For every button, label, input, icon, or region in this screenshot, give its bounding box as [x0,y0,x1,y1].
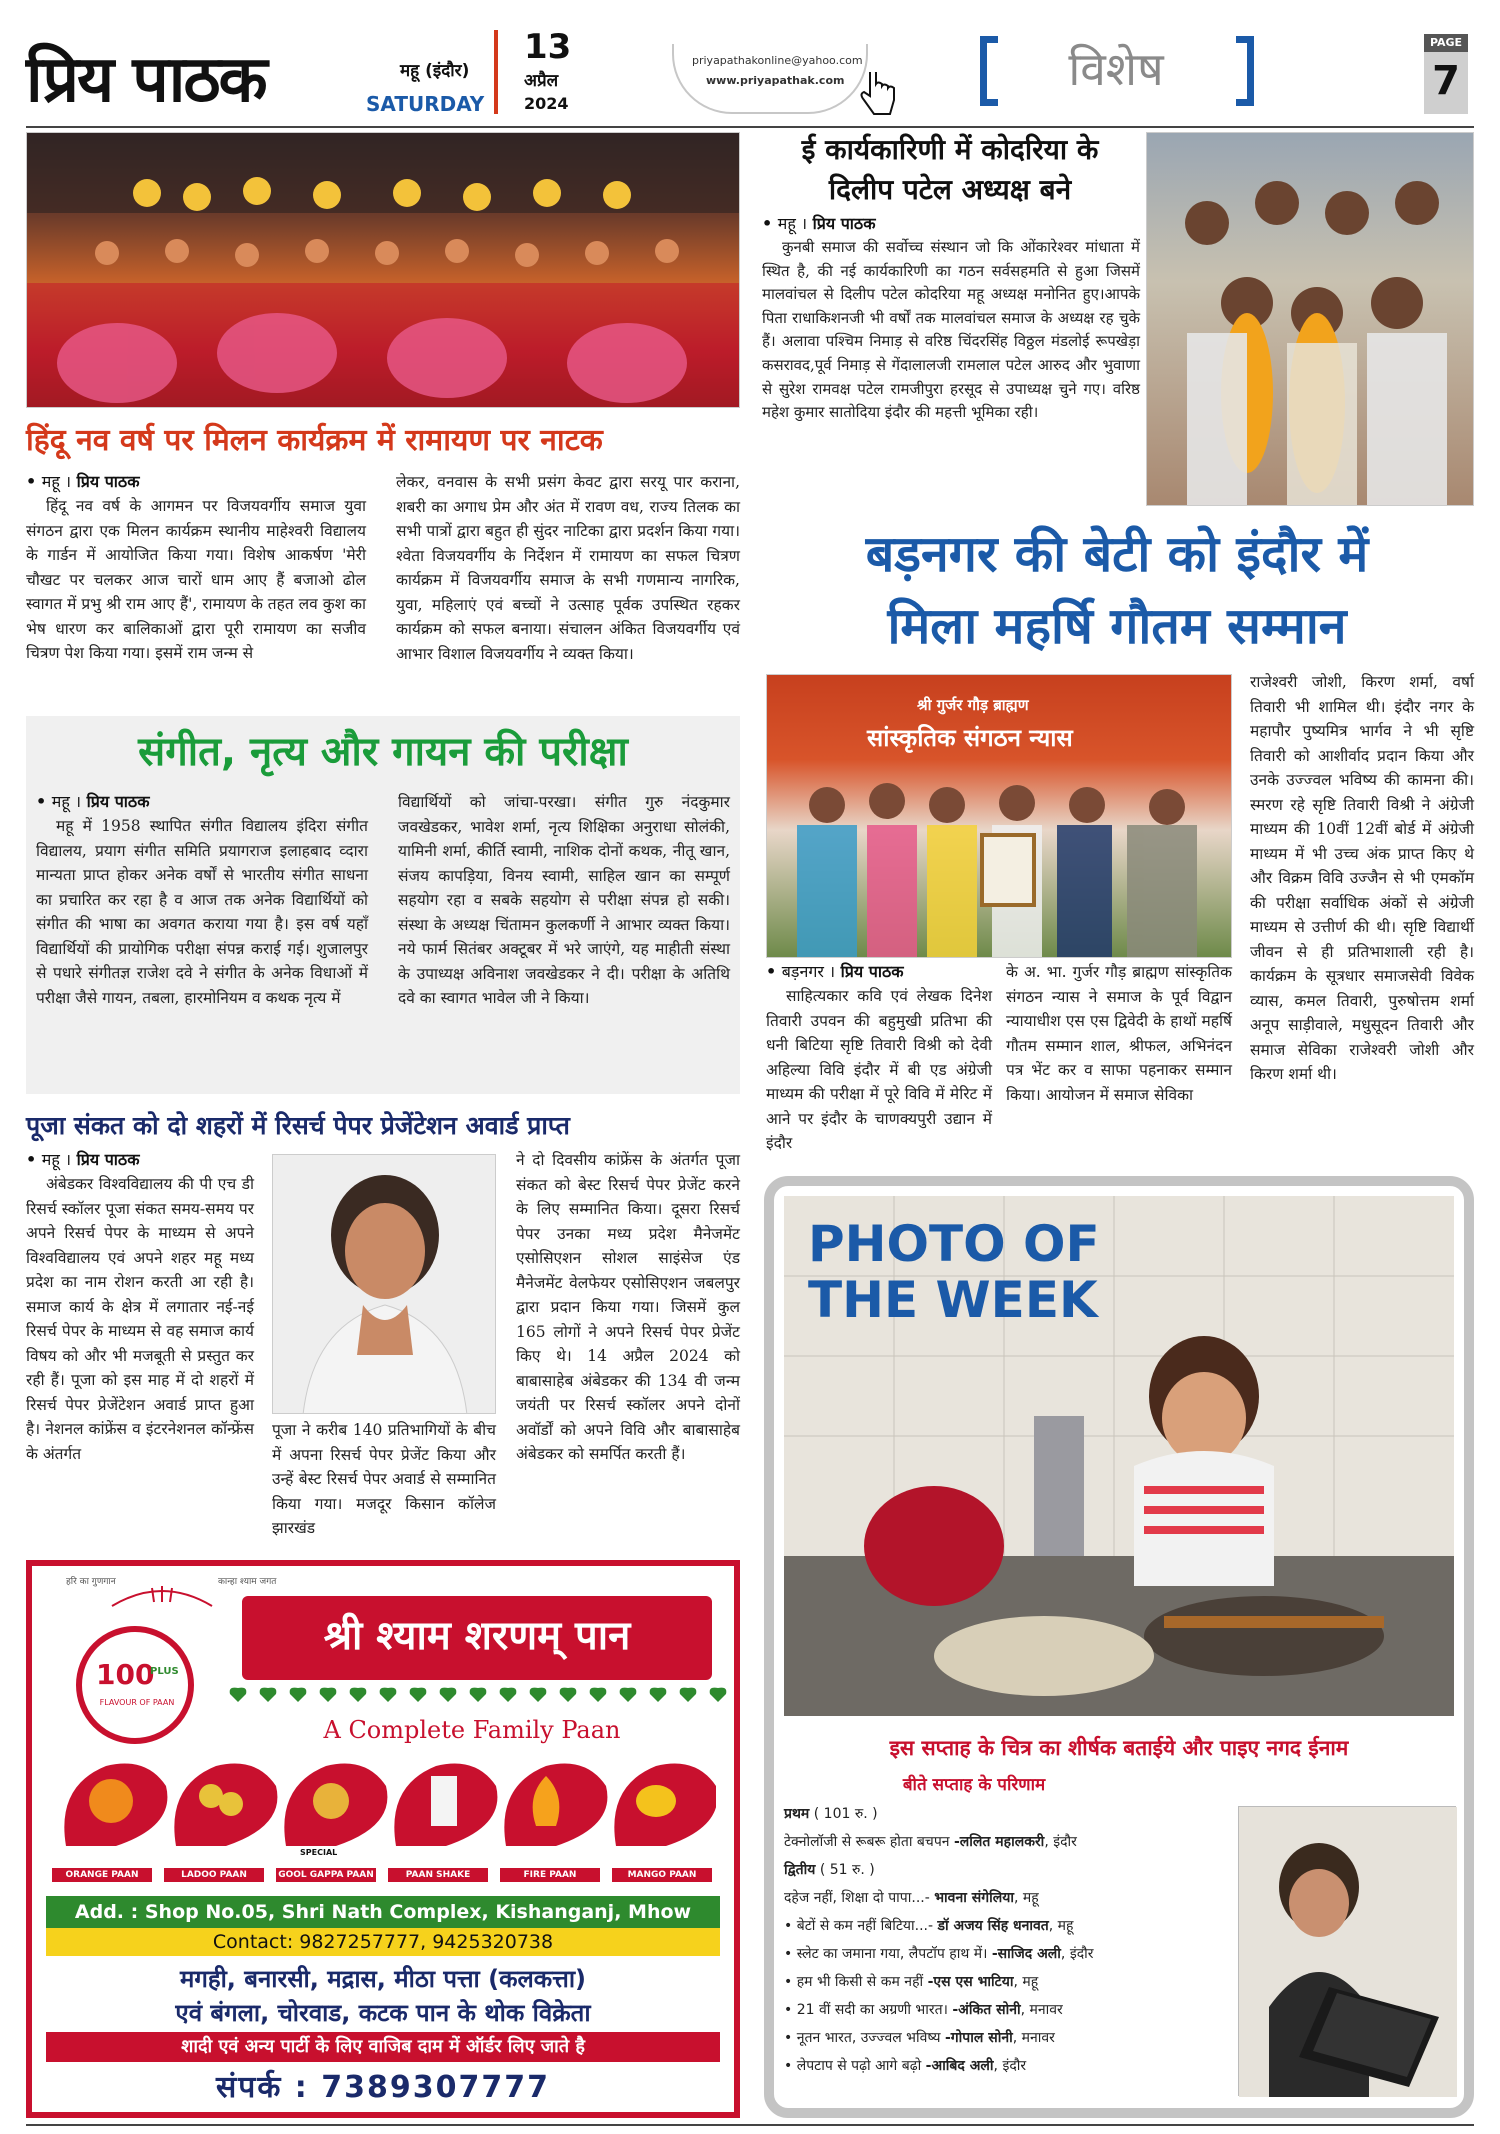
ad-paan-labels [52,1868,722,1884]
article5-headline-l2: मिला महर्षि गौतम सम्मान [887,597,1347,655]
ad-logo-sub: FLAVOUR OF PAAN [99,1698,175,1707]
website-link[interactable]: www.priyapathak.com [706,74,845,87]
article1-headline: हिंदू नव वर्ष पर मिलन कार्यक्रम में रामायण पर नाटक [26,423,603,458]
article1-source: प्रिय पाठक [76,472,140,491]
masthead-month: अप्रैल [524,71,559,91]
article5-banner-l2: सांस्कृतिक संगठन न्यास [867,724,1073,752]
ad-logo-number: 100 [96,1658,155,1691]
bottom-rule [26,2124,1474,2126]
article5-photo [766,674,1232,958]
second-entry-row [784,1884,1214,1912]
article3-text-col3: ने दो दिवसीय कांफ्रेंस के अंतर्गत पूजा संकत को बेस्ट रिसर्च पेपर प्रेजेंट करने के लिए सम्मानित किया। दूसरा रिसर्च पेपर उनका मध्य प्रदेश मैनेजमेंट एसोसिएशन सोशल साइंसेज एंड मैनेजमेंट वेलफेयर एसोसिएशन जबलपुर द्वारा प्रदान किया गया। जिसमें कुल 165 लोगों ने अपने रिसर्च पेपर प्रेजेंट किए थे। 14 अप्रैल 2024 को बाबासाहेब अंबेडकर की 134 वी जन्म जयंती पर रिसर्च स्कॉलर अपने दोनों अवॉर्डों को अपने विवि और बाबासाहेब अंबेडकर को समर्पित करती हैं। [516,1151,740,1463]
article3-col2 [272,1418,496,1541]
results-title: बीते सप्ताह के परिणाम [902,1775,1046,1795]
article1-text-col2: लेकर, वनवास के सभी प्रसंग केवट द्वारा सरयू पार कराना, शबरी का अगाध प्रेम और अंत में रावण वध, राज्य तिलक का सभी पात्रों द्वारा बहुत ही सुंदर नाटिका द्वारा प्रदर्शन किया गया। श्वेता विजयवर्गीय के निर्देशन में रामायण का सफल चित्रण कार्यक्रम में विजयवर्गीय समाज के सभी गणमान्य नागरिक, युवा, महिलाएं एवं बच्चों ने उत्साह पूर्वक उपस्थित रहकर कार्यक्रम को सफल बनाया। संचालन अंकित विजयवर्गीय एवं आभार विशाल विजयवर्गीय ने व्यक्त किया। [396,473,740,663]
article5-headline-l1: बड़नगर की बेटी को इंदौर में [865,525,1369,583]
ad-contact: Contact: 9827257777, 9425320738 [212,1931,554,1953]
photo-week-title-l1: PHOTO OF [808,1215,1100,1273]
first-name: -ललित महालकरी [954,1834,1045,1850]
masthead-divider [494,30,498,114]
ad-logo-badge [76,1626,194,1744]
email-link[interactable]: priyapathakonline@yahoo.com [692,54,863,67]
ad-brand: श्री श्याम शरणम् पान [323,1613,631,1659]
article2-place: महू । [51,792,82,811]
article3-col1: • महू । प्रिय पाठक अंबेडकर विश्वविद्यालय की पी एच डी रिसर्च स्कॉलर पूजा संकत समय-समय पर अपने रिसर्च पेपर के माध्यम से अपने विश्वविद्यालय एवं अपने शहर महू मध्य प्रदेश का नाम रोशन करती आ रही है। समाज कार्य के क्षेत्र में लगातार नई-नई रिसर्च पेपर के माध्यम से वह समाज कार्य विषय को और भी मजबूती से प्रस्तुत कर रही हैं। पूजा को इस माह में दो शहरों में रिसर्च पेपर प्रेजेंटेशन अवार्ड प्राप्त हुआ है। नेशनल कांफ्रेंस व इंटरनेशनल कॉन्फ्रेंस के अंतर्गत [26,1148,254,1466]
article3-portrait [272,1154,496,1414]
article1-col2 [396,470,740,666]
masthead-city: महू (इंदौर) [400,61,470,81]
ad-special-label: SPECIAL [300,1848,338,1857]
article4-headline-l2: दिलीप पटेल अध्यक्ष बने [828,173,1072,206]
first-place: , इंदौर [1044,1834,1077,1850]
ad-box [26,1560,740,2118]
article5-col3 [1250,670,1474,1087]
photo-week-caption: इस सप्ताह के चित्र का शीर्षक बताईये और पाइए नगद ईनाम [889,1736,1349,1760]
section-bracket-right [1236,36,1254,106]
ad-line3: शादी एवं अन्य पार्टी के लिए वाजिब दाम में ऑर्डर लिए जाते है [181,2036,585,2057]
list-item: • स्लेट का जमाना गया, लैपटॉप हाथ में। -साजिद अली, इंदौर [784,1946,1094,1962]
list-item: • नूतन भारत, उज्ज्वल भविष्य -गोपाल सोनी, मनावर [784,2030,1055,2046]
article3-col3 [516,1148,740,1467]
paan-label: LADOO PAAN [164,1868,264,1882]
article5-source: प्रिय पाठक [840,962,904,981]
article3-source: प्रिय पाठक [76,1150,140,1169]
hand-pointer-icon [858,72,898,118]
photo-week-box [764,1176,1474,2118]
article1-place: महू । [41,472,72,491]
ad-phone: संपर्क : 7389307777 [216,2070,550,2105]
article4-place: महू । [777,214,808,233]
second-prize-row [784,1856,1214,1884]
first-entry-row [784,1828,1214,1856]
page-badge [1424,34,1468,114]
masthead-year: 2024 [524,94,569,113]
page-label: PAGE [1424,34,1468,52]
article2-col1: • महू । प्रिय पाठक महू में 1958 स्थापित संगीत विद्यालय इंदिरा संगीत विद्यालय, प्रयाग संगीत समिति प्रयागराज इलाहबाद व्दारा मान्यता प्राप्त होकर अनेक वर्षों से भारतीय संगीत साधना का प्रचारित कर रहा है व आज तक अनेक विद्यार्थियों को संगीत की भाषा का अवगत कराया गया है। इस वर्ष यहाँ विद्यार्थियों की प्रायोगिक परीक्षा संपन्न कराई गई। शुजालपुर से पधारे संगीतज्ञ राजेश दवे ने संगीत के अनेक विधाओं में परीक्षा जैसे गायन, तबला, हारमोनियम व कथक नृत्य में [36,790,368,1010]
article4-col: • महू । प्रिय पाठक कुनबी समाज की सर्वोच्च संस्थान जो कि ओंकारेश्वर मांधाता में स्थित है, की नई कार्यकारिणी का गठन सर्वसहमति से हुआ जिसमें मालवांचल से दिलीप पटेल कोदरिया महू अध्यक्ष मनोनित हुए।आपके पिता राधाकिशनजी भी वर्षों तक मालवांचल समाज के अध्यक्ष रह चुके हैं। अलावा पश्चिम निमाड़ से वरिष्ठ चिंदरसिंह विठ्ठल मंडलोई रूपखेड़ा कसरावद,पूर्व निमाड़ से गेंदालालजी रामलाल पटेल आरुद और भुवाणा से सुरेश रामवक्ष पटेल रामजीपुरा हरसूद से उपाध्यक्ष चुने गए। वरिष्ठ महेश कुमार सातोदिया इंदौर की महत्ती भूमिका रही। [762,212,1140,425]
article1-photo [26,132,740,408]
article5-banner-l1: श्री गुर्जर गौड़ ब्राह्मण [917,696,1029,714]
ad-line2: एवं बंगला, चोरवाड, कटक पान के थोक विक्रेता [175,1999,591,2027]
paan-label: ORANGE PAAN [52,1868,152,1882]
masthead-rule [26,126,1474,128]
photo-week-title-l2: THE WEEK [808,1271,1098,1329]
article5-col1: • बड़नगर । प्रिय पाठक साहित्यकार कवि एवं लेखक दिनेश तिवारी उपवन की बहुमुखी प्रतिभा की धनी बिटिया सृष्टि तिवारी विश्री को देवी अहिल्या विवि इंदौर में बी एड अंग्रेजी माध्यम की परीक्षा में पूरे विवि में मेरिट में आने पर इंदौर के चाणक्यपुरी उद्यान में इंदौर [766,960,992,1156]
article3-place: महू । [41,1150,72,1169]
section-bracket-left [980,36,998,106]
ad-address: Add. : Shop No.05, Shri Nath Complex, Kishanganj, Mhow [74,1901,692,1923]
article5-text-col2: के अ. भा. गुर्जर गौड़ ब्राह्मण सांस्कृतिक संगठन न्यास ने समाज के पूर्व विद्वान न्यायाधीश एस एस द्विवेदी के हाथों महर्षि गौतम सम्मान शाल, श्रीफल, अभिनंदन पत्र भेंट कर व साफा पहनाकर सम्मान किया। आयोजन में समाज सेविका [1006,963,1232,1104]
page-number: 7 [1432,58,1460,104]
article4-text: कुनबी समाज की सर्वोच्च संस्थान जो कि ओंकारेश्वर मांधाता में स्थित है, की नई कार्यकारिणी का गठन सर्वसहमति से हुआ जिसमें मालवांचल से दिलीप पटेल कोदरिया महू अध्यक्ष मनोनित हुए।आपके पिता राधाकिशनजी भी वर्षों तक मालवांचल समाज के अध्यक्ष रह चुके हैं। अलावा पश्चिम निमाड़ से वरिष्ठ चिंदरसिंह विठ्ठल मंडलोई रूपखेड़ा कसरावद,पूर्व निमाड़ से गेंदालालजी रामलाल पटेल आरुद और भुवाणा से सुरेश रामवक्ष पटेल रामजीपुरा हरसूद से उपाध्यक्ष चुने गए। वरिष्ठ महेश कुमार सातोदिया इंदौर की महत्ती भूमिका रही। [762,238,1140,422]
article5-place: बड़नगर । [781,962,836,981]
logo: प्रिय पाठक [26,43,266,117]
ad-line1: मगही, बनारसी, मद्रास, मीठा पत्ता (कलकत्ता) [179,1965,587,1993]
list-item: • बेटों से कम नहीं बिटिया...- डॉ अजय सिंह धनावत, महू [784,1918,1074,1934]
article2-source: प्रिय पाठक [86,792,150,811]
article2-text-col1: महू में 1958 स्थापित संगीत विद्यालय इंदिरा संगीत विद्यालय, प्रयाग संगीत समिति प्रयागराज इलाहबाद व्दारा मान्यता प्राप्त होकर अनेक वर्षों से भारतीय संगीत साधना का प्रचारित कर रहा है व आज तक अनेक विद्यार्थियों को संगीत की भाषा का अवगत कराया गया है। इस वर्ष यहाँ विद्यार्थियों की प्रायोगिक परीक्षा संपन्न कराई गई। शुजालपुर से पधारे संगीतज्ञ राजेश दवे ने संगीत के अनेक विधाओं में परीक्षा जैसे गायन, तबला, हारमोनियम व कथक नृत्य में [36,817,368,1007]
paan-label: FIRE PAAN [500,1868,600,1882]
article1-col1: • महू । प्रिय पाठक हिंदू नव वर्ष के आगमन पर विजयवर्गीय समाज युवा संगठन द्वारा एक मिलन कार्यक्रम स्थानीय माहेश्वरी विद्यालय के गार्डन में आयोजित किया गया। विशेष आकर्षण 'मेरी चौखट पर चलकर आज चारों धाम आए हैं बजाओ ढोल स्वागत में प्रभु श्री राम आए हैं', रामायण के तहत लव कुश का भेष धारण कर बालिकाओं द्वारा पूरी रामायण का सजीव चित्रण पेश किया गया। इसमें राम जन्म से [26,470,366,666]
article2-col2 [398,790,730,1011]
list-item: • लेपटाप से पढ़ो आगे बढ़ो -आबिद अली, इंदौर [784,2058,1027,2074]
second-entry: दहेज नहीं, शिक्षा दो पापा...- [784,1890,930,1906]
second-place: , महू [1013,1890,1039,1906]
second-label: द्वितीय [784,1862,816,1878]
article5-text-col3: राजेश्वरी जोशी, किरण शर्मा, वर्षा तिवारी भी शामिल थी। इंदौर नगर के महापौर पुष्यमित्र भार्गव ने भी सृष्टि तिवारी को आशीर्वाद प्रदान किया और उनके उज्ज्वल भविष्य की कामना की। स्मरण रहे सृष्टि तिवारी विश्री ने अंग्रेजी माध्यम की 10वीं 12वीं बोर्ड में अंग्रेजी माध्यम में भी उच्च अंक प्राप्त किए थे और विक्रम विवि उज्जैन से भी एमकॉम की परीक्षा सर्वाधिक अंकों से अंग्रेजी माध्यम से उत्तीर्ण की थी। सृष्टि विद्यार्थी जीवन से ही प्रतिभाशाली रही है। कार्यक्रम के सूत्रधार समाजसेवी विवेक व्यास, कमल तिवारी, पुरुषोत्तम शर्मा अनूप साड़ीवाले, मधुसूदन तिवारी और समाज सेविका राजेश्वरी जोशी और किरण शर्मा थी। [1250,673,1474,1083]
first-prize: ( 101 रु. ) [813,1806,878,1822]
masthead-day: SATURDAY [366,92,485,116]
article1-text-col1: हिंदू नव वर्ष के आगमन पर विजयवर्गीय समाज युवा संगठन द्वारा एक मिलन कार्यक्रम स्थानीय माहेश्वरी विद्यालय के गार्डन में आयोजित किया गया। विशेष आकर्षण 'मेरी चौखट पर चलकर आज चारों धाम आए हैं बजाओ ढोल स्वागत में प्रभु श्री राम आए हैं', रामायण के तहत लव कुश का भेष धारण कर बालिकाओं द्वारा पूरी रामायण का सजीव चित्रण पेश किया गया। इसमें राम जन्म से [26,497,366,662]
list-item: • 21 वीं सदी का अग्रणी भारत। -अंकित सोनी, मनावर [784,2002,1063,2018]
last-week-photo [1238,1806,1456,2096]
article4-source: प्रिय पाठक [812,214,876,233]
list-item: • हम भी किसी से कम नहीं -एस एस भाटिया, महू [784,1974,1039,1990]
paan-label: GOOL GAPPA PAAN [276,1868,376,1882]
ad-deco-icon [102,1582,222,1610]
article2-headline: संगीत, नृत्य और गायन की परीक्षा [138,729,628,775]
results-list [784,1800,1214,2080]
article3-headline: पूजा संकत को दो शहरों में रिसर्च पेपर प्रेजेंटेशन अवार्ड प्राप्त [26,1111,570,1140]
first-prize-row [784,1800,1214,1828]
ad-small-left: हरि का गुणगान [66,1577,116,1587]
article5-text-col1: साहित्यकार कवि एवं लेखक दिनेश तिवारी उपवन की बहुमुखी प्रतिभा की धनी बिटिया सृष्टि तिवारी विश्री को देवी अहिल्या विवि इंदौर में बी एड अंग्रेजी माध्यम की परीक्षा में पूरे विवि में मेरिट में आने पर इंदौर के चाणक्यपुरी उद्यान में इंदौर [766,987,992,1152]
second-name: भावना संगेलिया [934,1890,1014,1906]
ad-paan-row [56,1756,716,1876]
paan-label: MANGO PAAN [612,1868,712,1882]
contact-pill [672,44,868,114]
article2-text-col2: विद्यार्थियों को जांचा-परखा। संगीत गुरु नंदकुमार जवखेडकर, भावेश शर्मा, नृत्य शिक्षिका अनुराधा सोलंकी, यामिनी शर्मा, कीर्ति स्वामी, नाशिक दोनों कथक, नीतू खान, संजय कापड़िया, विनय स्वामी, साहिल खान का सम्पूर्ण सहयोग रहा व सबके सहयोग से परीक्षा संपन्न हो सकी। संस्था के अध्यक्ष चिंतामन कुलकर्णी ने आभार व्यक्त किया। नये फार्म सितंबर अक्टूबर में भरे जाएंगे, यह माहीती संस्था के उपाध्यक्ष अविनाश जवखेडकर ने दी। परीक्षा के अतिथि दवे का स्वागत भावेल जी ने किया। [398,793,730,1007]
article4-photo [1146,132,1474,506]
article5-col2 [1006,960,1232,1107]
article4-headline-l1: ई कार्यकारिणी में कोदरिया के [801,133,1099,166]
second-prize: ( 51 रु. ) [819,1862,875,1878]
article3-text-col1: अंबेडकर विश्वविद्यालय की पी एच डी रिसर्च स्कॉलर पूजा संकत समय-समय पर अपने रिसर्च पेपर के माध्यम से अपने विश्वविद्यालय एवं अपने शहर महू मध्य प्रदेश का नाम रोशन करती आ रही है। समाज कार्य के क्षेत्र में लगातार नई-नई रिसर्च पेपर के माध्यम से वह समाज कार्य विषय को और भी मजबूती से प्रस्तुत कर रही हैं। पूजा को इस माह में दो शहरों में रिसर्च पेपर प्रेजेंटेशन अवार्ड प्राप्त हुआ है। नेशनल कांफ्रेंस व इंटरनेशनल कॉन्फ्रेंस के अंतर्गत [26,1175,254,1463]
ad-hearts-row [228,1684,728,1706]
masthead [0,0,1500,128]
ad-tagline: A Complete Family Paan [323,1716,621,1744]
masthead-date: 13 [524,27,572,67]
article3-text-col2: पूजा ने करीब 140 प्रतिभागियों के बीच में अपना रिसर्च पेपर प्रेजेंट किया और उन्हें बेस्ट रिसर्च पेपर अवार्ड से सम्मानित किया गया। मजदूर किसान कॉलेज झारखंड [272,1421,496,1537]
first-entry: टेक्नोलॉजी से रूबरू होता बचपन [784,1834,950,1850]
ad-small-right: कान्हा श्याम जगत [218,1577,277,1587]
paan-label: PAAN SHAKE [388,1868,488,1882]
ad-logo-plus: PLUS [150,1666,179,1677]
first-label: प्रथम [784,1806,810,1822]
section-title: विशेष [1068,42,1164,96]
